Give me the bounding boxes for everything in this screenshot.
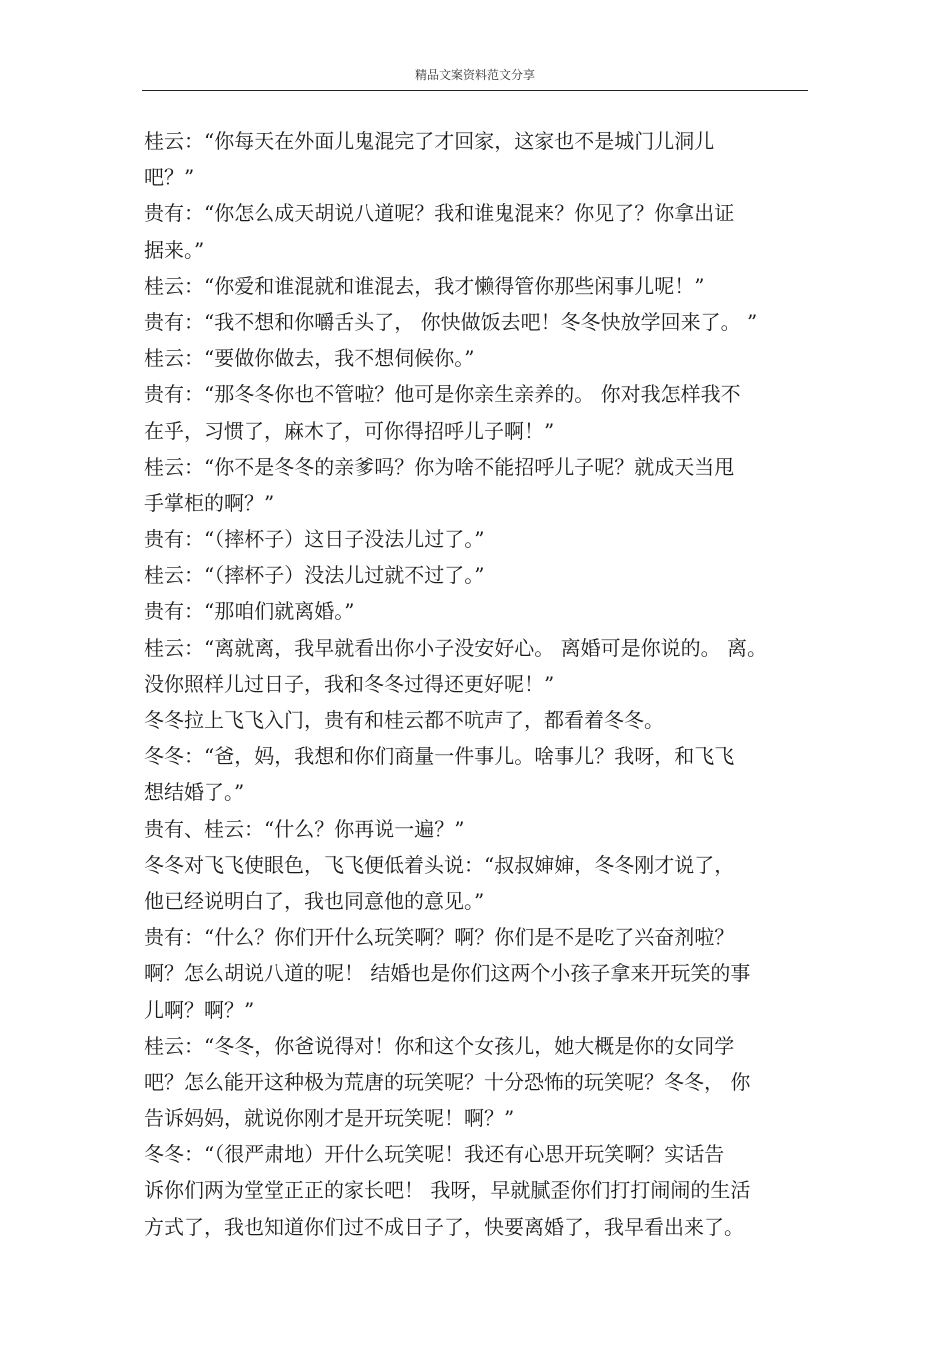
text-line: 桂云：“要做你做去，我不想伺候你。” (144, 346, 475, 371)
text-line: 桂云：“（摔杯子）没法儿过就不过了。” (144, 563, 485, 588)
header-divider (142, 90, 808, 91)
text-line: 贵有：“我不想和你嚼舌头了， 你快做饭去吧！冬冬快放学回来了。 ” (144, 309, 758, 334)
text-line: 想结婚了。” (144, 780, 245, 805)
text-line: 冬冬拉上飞飞入门，贵有和桂云都不吭声了，都看着冬冬。 (144, 708, 664, 732)
text-line: 在乎，习惯了，麻木了，可你得招呼儿子啊！” (144, 418, 555, 443)
text-line: 桂云：“你不是冬冬的亲爹吗？你为啥不能招呼儿子呢？就成天当甩 (144, 454, 735, 479)
text-line: 桂云：“你每天在外面儿鬼混完了才回家，这家也不是城门儿洞儿 (144, 129, 715, 153)
text-line: 儿啊？啊？” (144, 997, 255, 1022)
text-line: 吧？怎么能开这种极为荒唐的玩笑呢？十分恐怖的玩笑呢？冬冬， 你 (144, 1069, 751, 1094)
text-line: 桂云：“你爱和谁混就和谁混去，我才懒得管你那些闲事儿呢！” (144, 273, 705, 298)
text-line: 没你照样儿过日子，我和冬冬过得还更好呢！” (144, 671, 555, 696)
text-line: 冬冬对飞飞使眼色，飞飞便低着头说：“叔叔婶婶，冬冬刚才说了， (144, 852, 735, 877)
text-line: 冬冬：“（很严肃地）开什么玩笑呢！我还有心思开玩笑啊？实话告 (144, 1142, 725, 1167)
text-line: 告诉妈妈，就说你刚才是开玩笑呢！啊？” (144, 1106, 515, 1131)
page-header: 精品文案资料范文分享 (414, 68, 535, 82)
text-line: 方式了，我也知道你们过不成日子了，快要离婚了，我早看出来了。 (144, 1214, 744, 1239)
text-line: 贵有：“你怎么成天胡说八道呢？我和谁鬼混来？你见了？你拿出证 (144, 201, 735, 226)
text-line: 贵有：“什么？你们开什么玩笑啊？啊？你们是不是吃了兴奋剂啦？ (144, 925, 735, 950)
text-line: 啊？怎么胡说八道的呢！ 结婚也是你们这两个小孩子拿来开玩笑的事 (144, 961, 751, 986)
text-line: 据来。” (144, 237, 205, 262)
text-line: 诉你们两为堂堂正正的家长吧！ 我呀，早就腻歪你们打打闹闹的生活 (144, 1178, 751, 1203)
text-line: 冬冬：“爸，妈，我想和你们商量一件事儿。啥事儿？我呀，和飞飞 (144, 744, 735, 769)
document-body (144, 123, 808, 1245)
text-line: 手掌柜的啊？” (144, 490, 275, 515)
text-line: 他已经说明白了，我也同意他的意见。” (144, 888, 485, 913)
text-line: 贵有：“（摔杯子）这日子没法儿过了。” (144, 527, 485, 552)
text-line: 桂云：“离就离，我早就看出你小子没安好心。 离婚可是你说的。 离。 (144, 635, 767, 660)
text-line: 贵有：“那冬冬你也不管啦？他可是你亲生亲养的。 你对我怎样我不 (144, 382, 741, 407)
text-line: 贵有、桂云：“什么？你再说一遍？” (144, 816, 465, 841)
text-line: 桂云：“冬冬，你爸说得对！你和这个女孩儿，她大概是你的女同学 (144, 1033, 735, 1058)
text-line: 贵有：“那咱们就离婚。” (144, 599, 355, 624)
text-line: 吧？” (144, 165, 195, 190)
